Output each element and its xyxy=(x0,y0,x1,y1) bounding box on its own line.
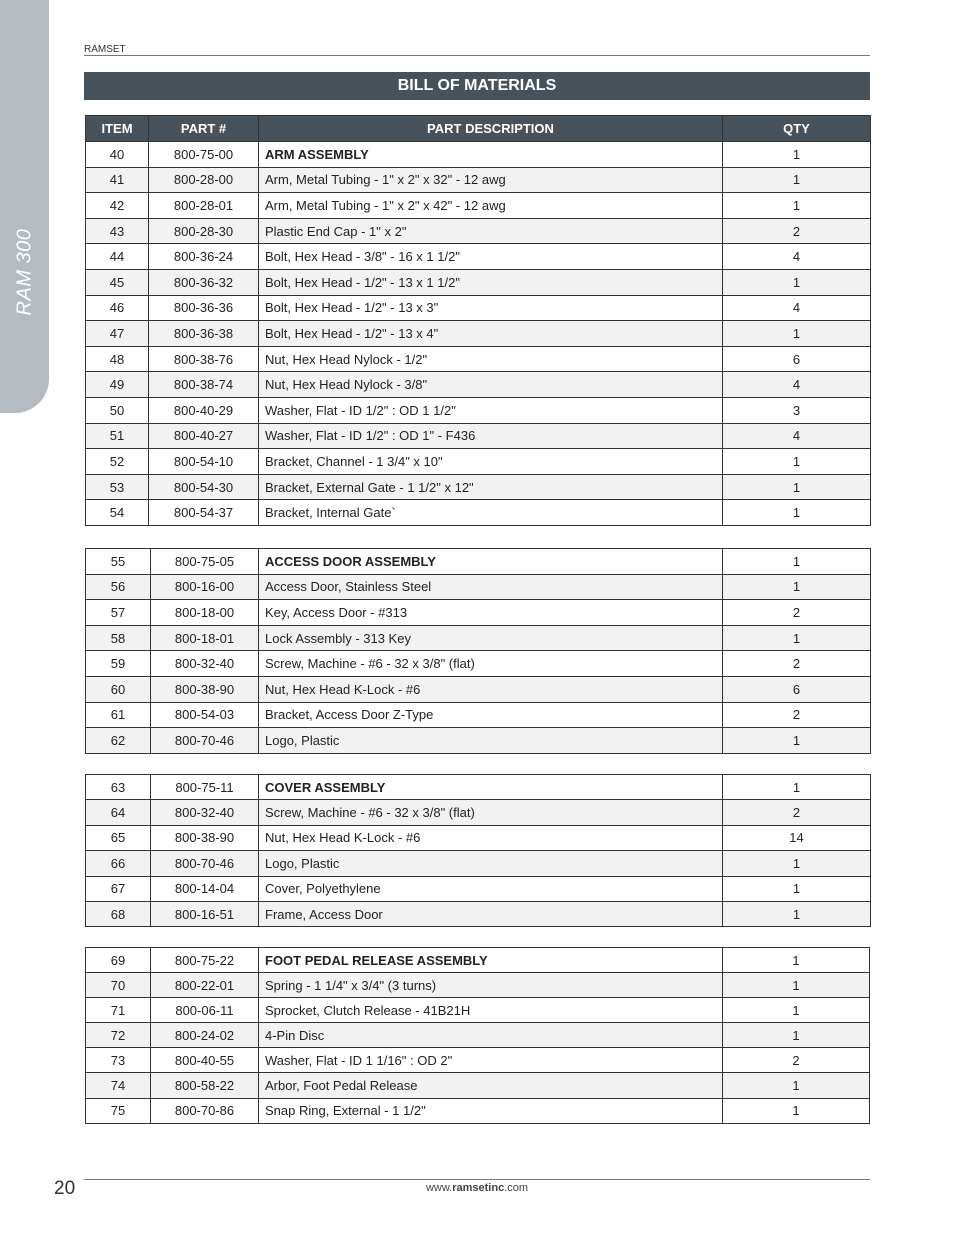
table-row xyxy=(86,651,871,677)
part-number-cell: 800-18-01 xyxy=(151,625,259,651)
qty-cell: 1 xyxy=(723,973,870,998)
table-row xyxy=(86,702,871,728)
item-cell: 69 xyxy=(86,948,151,973)
qty-cell: 1 xyxy=(723,948,870,973)
table-row xyxy=(86,167,871,193)
description-cell: Arm, Metal Tubing - 1" x 2" x 32" - 12 awg xyxy=(259,167,723,193)
description-cell: ACCESS DOOR ASSEMBLY xyxy=(259,549,723,575)
qty-cell: 1 xyxy=(723,1073,870,1098)
description-cell: Bolt, Hex Head - 1/2" - 13 x 3" xyxy=(259,295,723,321)
table-row xyxy=(86,1073,870,1098)
bom-table-cover-assembly xyxy=(85,774,871,927)
part-number-cell: 800-16-00 xyxy=(151,574,259,600)
qty-cell: 1 xyxy=(723,167,871,193)
table-row xyxy=(86,901,871,926)
item-cell: 55 xyxy=(86,549,151,575)
description-cell: Plastic End Cap - 1" x 2" xyxy=(259,218,723,244)
part-number-cell: 800-28-00 xyxy=(149,167,259,193)
part-number-cell: 800-18-00 xyxy=(151,600,259,626)
table-row xyxy=(86,1023,870,1048)
part-number-cell: 800-22-01 xyxy=(151,973,259,998)
description-cell: Arbor, Foot Pedal Release xyxy=(259,1073,723,1098)
part-number-cell: 800-40-29 xyxy=(149,397,259,423)
qty-cell: 1 xyxy=(723,851,871,876)
table-header-row xyxy=(86,116,871,142)
description-cell: COVER ASSEMBLY xyxy=(259,775,723,800)
brand-label: RAMSET xyxy=(84,44,126,55)
description-cell: Nut, Hex Head Nylock - 1/2" xyxy=(259,346,723,372)
part-number-cell: 800-14-04 xyxy=(151,876,259,901)
footer-url xyxy=(0,1182,954,1194)
description-cell: Screw, Machine - #6 - 32 x 3/8" (flat) xyxy=(259,800,723,825)
description-cell: Washer, Flat - ID 1/2" : OD 1" - F436 xyxy=(259,423,723,449)
item-cell: 51 xyxy=(86,423,149,449)
item-cell: 41 xyxy=(86,167,149,193)
description-cell: Key, Access Door - #313 xyxy=(259,600,723,626)
item-cell: 66 xyxy=(86,851,151,876)
assembly-row xyxy=(86,142,871,168)
description-cell: Lock Assembly - 313 Key xyxy=(259,625,723,651)
part-number-cell: 800-75-11 xyxy=(151,775,259,800)
part-number-cell: 800-54-37 xyxy=(149,500,259,526)
qty-cell: 1 xyxy=(723,321,871,347)
table-row xyxy=(86,346,871,372)
assembly-row xyxy=(86,775,871,800)
item-cell: 63 xyxy=(86,775,151,800)
table-row xyxy=(86,269,871,295)
assembly-row xyxy=(86,948,870,973)
item-cell: 57 xyxy=(86,600,151,626)
bom-table-foot-pedal-release-assembly xyxy=(85,947,870,1124)
part-number-cell: 800-16-51 xyxy=(151,901,259,926)
description-cell: ARM ASSEMBLY xyxy=(259,142,723,168)
table-row xyxy=(86,625,871,651)
bom-table-arm-assembly xyxy=(85,115,871,526)
item-cell: 52 xyxy=(86,449,149,475)
url-suffix: .com xyxy=(504,1182,529,1194)
item-cell: 70 xyxy=(86,973,151,998)
table-row xyxy=(86,372,871,398)
table-row xyxy=(86,851,871,876)
item-cell: 75 xyxy=(86,1098,151,1123)
qty-cell: 4 xyxy=(723,423,871,449)
description-cell: Bracket, Access Door Z-Type xyxy=(259,702,723,728)
item-cell: 54 xyxy=(86,500,149,526)
part-number-cell: 800-32-40 xyxy=(151,651,259,677)
side-tab-label: RAM 300 xyxy=(13,228,36,316)
item-cell: 74 xyxy=(86,1073,151,1098)
page-number: 20 xyxy=(54,1178,76,1199)
qty-cell: 1 xyxy=(723,193,871,219)
item-cell: 72 xyxy=(86,1023,151,1048)
qty-cell: 1 xyxy=(723,269,871,295)
item-cell: 67 xyxy=(86,876,151,901)
table-row xyxy=(86,1048,870,1073)
qty-cell: 4 xyxy=(723,295,871,321)
part-number-cell: 800-36-24 xyxy=(149,244,259,270)
description-cell: Logo, Plastic xyxy=(259,851,723,876)
item-cell: 62 xyxy=(86,728,151,754)
qty-cell: 1 xyxy=(723,142,871,168)
item-cell: 50 xyxy=(86,397,149,423)
qty-cell: 1 xyxy=(723,625,871,651)
part-number-cell: 800-40-55 xyxy=(151,1048,259,1073)
qty-cell: 1 xyxy=(723,998,870,1023)
qty-cell: 2 xyxy=(723,651,871,677)
bom-table-access-door-assembly xyxy=(85,548,871,754)
column-header-description: PART DESCRIPTION xyxy=(259,116,723,142)
qty-cell: 4 xyxy=(723,372,871,398)
qty-cell: 1 xyxy=(723,1023,870,1048)
qty-cell: 1 xyxy=(723,474,871,500)
table-row xyxy=(86,500,871,526)
qty-cell: 3 xyxy=(723,397,871,423)
qty-cell: 4 xyxy=(723,244,871,270)
part-number-cell: 800-70-46 xyxy=(151,851,259,876)
description-cell: Washer, Flat - ID 1 1/16" : OD 2" xyxy=(259,1048,723,1073)
description-cell: Snap Ring, External - 1 1/2" xyxy=(259,1098,723,1123)
part-number-cell: 800-24-02 xyxy=(151,1023,259,1048)
table-row xyxy=(86,449,871,475)
item-cell: 53 xyxy=(86,474,149,500)
part-number-cell: 800-70-86 xyxy=(151,1098,259,1123)
description-cell: Access Door, Stainless Steel xyxy=(259,574,723,600)
item-cell: 68 xyxy=(86,901,151,926)
part-number-cell: 800-54-30 xyxy=(149,474,259,500)
table-row xyxy=(86,876,871,901)
part-number-cell: 800-32-40 xyxy=(151,800,259,825)
item-cell: 60 xyxy=(86,676,151,702)
item-cell: 71 xyxy=(86,998,151,1023)
table-row xyxy=(86,397,871,423)
item-cell: 43 xyxy=(86,218,149,244)
part-number-cell: 800-54-03 xyxy=(151,702,259,728)
part-number-cell: 800-06-11 xyxy=(151,998,259,1023)
table-row xyxy=(86,193,871,219)
description-cell: 4-Pin Disc xyxy=(259,1023,723,1048)
table-row xyxy=(86,321,871,347)
table-row xyxy=(86,1098,870,1123)
part-number-cell: 800-36-36 xyxy=(149,295,259,321)
description-cell: Cover, Polyethylene xyxy=(259,876,723,901)
part-number-cell: 800-58-22 xyxy=(151,1073,259,1098)
qty-cell: 1 xyxy=(723,876,871,901)
description-cell: Washer, Flat - ID 1/2" : OD 1 1/2" xyxy=(259,397,723,423)
qty-cell: 1 xyxy=(723,449,871,475)
table-row xyxy=(86,574,871,600)
description-cell: Bracket, External Gate - 1 1/2" x 12" xyxy=(259,474,723,500)
item-cell: 47 xyxy=(86,321,149,347)
part-number-cell: 800-36-38 xyxy=(149,321,259,347)
item-cell: 64 xyxy=(86,800,151,825)
table-row xyxy=(86,825,871,850)
part-number-cell: 800-36-32 xyxy=(149,269,259,295)
table-row xyxy=(86,218,871,244)
table-row xyxy=(86,728,871,754)
description-cell: FOOT PEDAL RELEASE ASSEMBLY xyxy=(259,948,723,973)
description-cell: Bracket, Channel - 1 3/4" x 10" xyxy=(259,449,723,475)
part-number-cell: 800-40-27 xyxy=(149,423,259,449)
description-cell: Arm, Metal Tubing - 1" x 2" x 42" - 12 awg xyxy=(259,193,723,219)
qty-cell: 1 xyxy=(723,901,871,926)
qty-cell: 1 xyxy=(723,1098,870,1123)
item-cell: 42 xyxy=(86,193,149,219)
part-number-cell: 800-28-01 xyxy=(149,193,259,219)
part-number-cell: 800-75-22 xyxy=(151,948,259,973)
url-prefix: www. xyxy=(425,1182,453,1194)
table-row xyxy=(86,800,871,825)
page-title: BILL OF MATERIALS xyxy=(84,72,870,100)
description-cell: Spring - 1 1/4" x 3/4" (3 turns) xyxy=(259,973,723,998)
column-header-item: ITEM xyxy=(86,116,149,142)
item-cell: 65 xyxy=(86,825,151,850)
item-cell: 44 xyxy=(86,244,149,270)
table-row xyxy=(86,474,871,500)
qty-cell: 1 xyxy=(723,728,871,754)
description-cell: Nut, Hex Head K-Lock - #6 xyxy=(259,676,723,702)
qty-cell: 6 xyxy=(723,676,871,702)
item-cell: 40 xyxy=(86,142,149,168)
qty-cell: 2 xyxy=(723,800,871,825)
item-cell: 45 xyxy=(86,269,149,295)
part-number-cell: 800-38-90 xyxy=(151,825,259,850)
column-header-qty: QTY xyxy=(723,116,871,142)
description-cell: Logo, Plastic xyxy=(259,728,723,754)
description-cell: Nut, Hex Head Nylock - 3/8" xyxy=(259,372,723,398)
description-cell: Screw, Machine - #6 - 32 x 3/8" (flat) xyxy=(259,651,723,677)
table-row xyxy=(86,600,871,626)
qty-cell: 1 xyxy=(723,500,871,526)
qty-cell: 1 xyxy=(723,775,871,800)
item-cell: 46 xyxy=(86,295,149,321)
table-row xyxy=(86,973,870,998)
table-row xyxy=(86,244,871,270)
qty-cell: 14 xyxy=(723,825,871,850)
column-header-part: PART # xyxy=(149,116,259,142)
description-cell: Frame, Access Door xyxy=(259,901,723,926)
qty-cell: 2 xyxy=(723,600,871,626)
item-cell: 56 xyxy=(86,574,151,600)
table-row xyxy=(86,676,871,702)
part-number-cell: 800-28-30 xyxy=(149,218,259,244)
item-cell: 73 xyxy=(86,1048,151,1073)
item-cell: 49 xyxy=(86,372,149,398)
item-cell: 59 xyxy=(86,651,151,677)
part-number-cell: 800-54-10 xyxy=(149,449,259,475)
description-cell: Bolt, Hex Head - 1/2" - 13 x 4" xyxy=(259,321,723,347)
table-row xyxy=(86,998,870,1023)
description-cell: Bolt, Hex Head - 1/2" - 13 x 1 1/2" xyxy=(259,269,723,295)
item-cell: 58 xyxy=(86,625,151,651)
description-cell: Nut, Hex Head K-Lock - #6 xyxy=(259,825,723,850)
part-number-cell: 800-75-00 xyxy=(149,142,259,168)
item-cell: 48 xyxy=(86,346,149,372)
header-divider xyxy=(84,55,870,56)
side-tab xyxy=(0,0,49,413)
part-number-cell: 800-38-90 xyxy=(151,676,259,702)
part-number-cell: 800-75-05 xyxy=(151,549,259,575)
qty-cell: 6 xyxy=(723,346,871,372)
url-domain: ramsetinc xyxy=(452,1182,505,1194)
table-row xyxy=(86,423,871,449)
qty-cell: 1 xyxy=(723,574,871,600)
part-number-cell: 800-38-74 xyxy=(149,372,259,398)
qty-cell: 2 xyxy=(723,218,871,244)
description-cell: Bracket, Internal Gate` xyxy=(259,500,723,526)
part-number-cell: 800-38-76 xyxy=(149,346,259,372)
qty-cell: 2 xyxy=(723,702,871,728)
footer-divider xyxy=(84,1179,870,1180)
part-number-cell: 800-70-46 xyxy=(151,728,259,754)
table-row xyxy=(86,295,871,321)
description-cell: Sprocket, Clutch Release - 41B21H xyxy=(259,998,723,1023)
item-cell: 61 xyxy=(86,702,151,728)
description-cell: Bolt, Hex Head - 3/8" - 16 x 1 1/2" xyxy=(259,244,723,270)
assembly-row xyxy=(86,549,871,575)
qty-cell: 1 xyxy=(723,549,871,575)
qty-cell: 2 xyxy=(723,1048,870,1073)
